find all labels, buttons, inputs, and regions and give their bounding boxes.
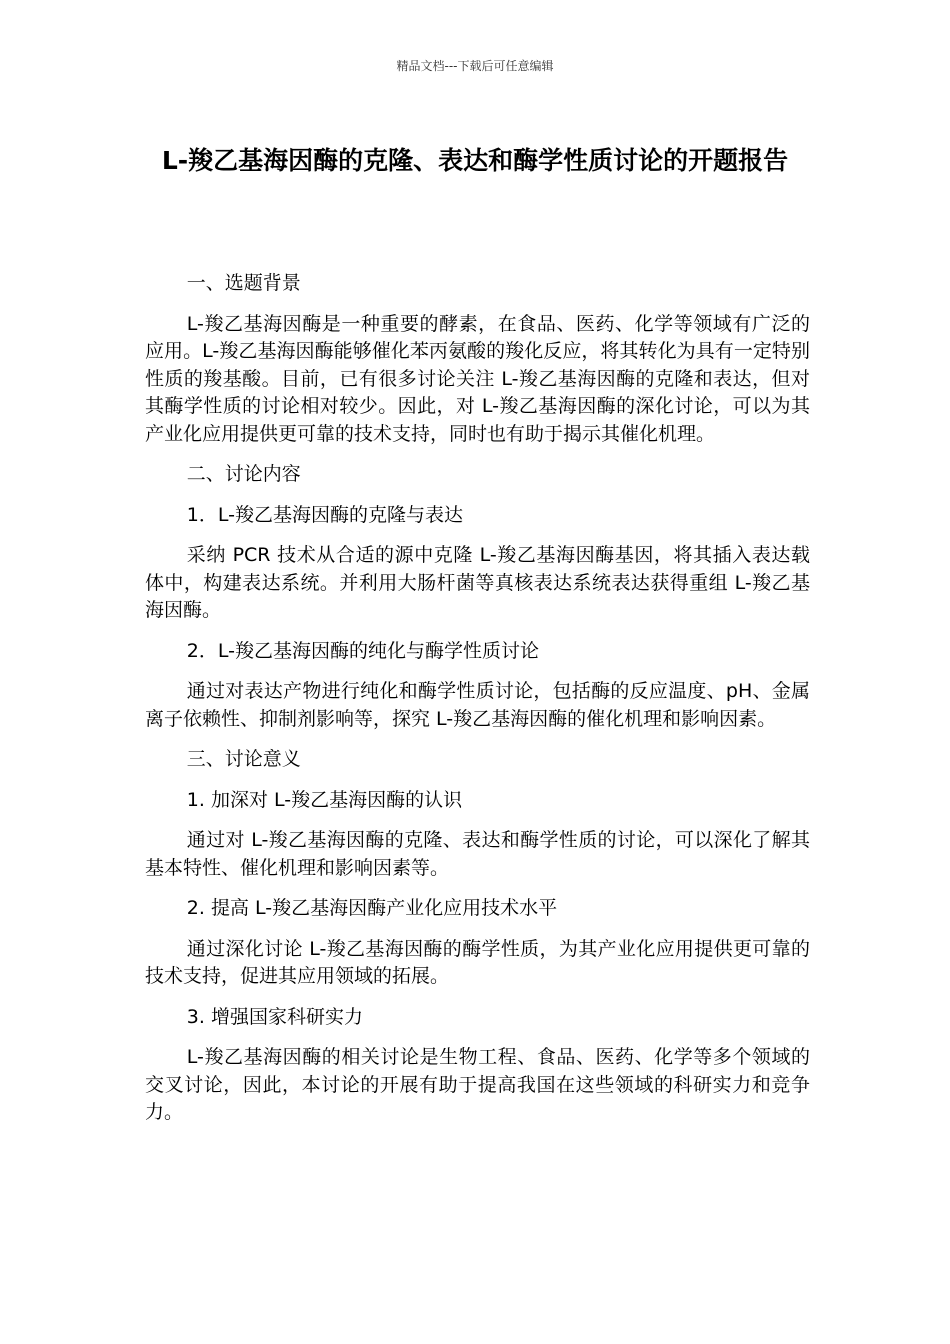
paragraph-understanding: 通过对 L-羧乙基海因酶的克隆、表达和酶学性质的讨论，可以深化了解其基本特性、催化机理和影响因素等。 xyxy=(145,829,810,879)
document-body xyxy=(145,270,810,1140)
section-heading-significance: 三、讨论意义 xyxy=(186,748,301,770)
section-heading-background: 一、选题背景 xyxy=(186,272,301,294)
subheading-understanding: 1. 加深对 L-羧乙基海因酶的认识 xyxy=(186,788,463,811)
subheading-industrial: 2. 提高 L-羧乙基海因酶产业化应用技术水平 xyxy=(186,897,558,919)
paragraph-cloning: 采纳 PCR 技术从合适的源中克隆 L-羧乙基海因酶基因，将其插入表达载体中，构建表达系统。并利用大肠杆菌等真核表达系统表达获得重组 L-羧乙基海因酶。 xyxy=(145,544,810,621)
paragraph-background: L-羧乙基海因酶是一种重要的酵素，在食品、医药、化学等领域有广泛的应用。L-羧乙基海因酶能够催化苯丙氨酸的羧化反应，将其转化为具有一定特别性质的羧基酸。目前，已有很多讨论关注 L-羧乙基海因酶的克隆和表达，但对其酶学性质的讨论相对较少。因此，对 L-羧乙基海因酶的深化讨论，可以为其产业化应用提供更可靠的技术支持，同时也有助于揭示其催化机理。 xyxy=(145,312,810,445)
section-heading-content: 二、讨论内容 xyxy=(186,463,301,485)
paragraph-research-strength: L-羧乙基海因酶的相关讨论是生物工程、食品、医药、化学等多个领域的交叉讨论，因此，本讨论的开展有助于提高我国在这些领域的科研实力和竞争力。 xyxy=(145,1046,810,1123)
subheading-purification: 2．L-羧乙基海因酶的纯化与酶学性质讨论 xyxy=(186,639,539,662)
paragraph-purification: 通过对表达产物进行纯化和酶学性质讨论，包括酶的反应温度、pH、金属离子依赖性、抑制剂影响等，探究 L-羧乙基海因酶的催化机理和影响因素。 xyxy=(145,680,810,730)
document-title: L-羧乙基海因酶的克隆、表达和酶学性质讨论的开题报告 xyxy=(161,146,789,175)
subheading-cloning: 1．L-羧乙基海因酶的克隆与表达 xyxy=(186,503,463,526)
paragraph-industrial: 通过深化讨论 L-羧乙基海因酶的酶学性质，为其产业化应用提供更可靠的技术支持，促进其应用领域的拓展。 xyxy=(145,937,810,987)
subheading-research-strength: 3. 增强国家科研实力 xyxy=(186,1005,363,1028)
header-note: 精品文档---下载后可任意编辑 xyxy=(396,59,554,73)
